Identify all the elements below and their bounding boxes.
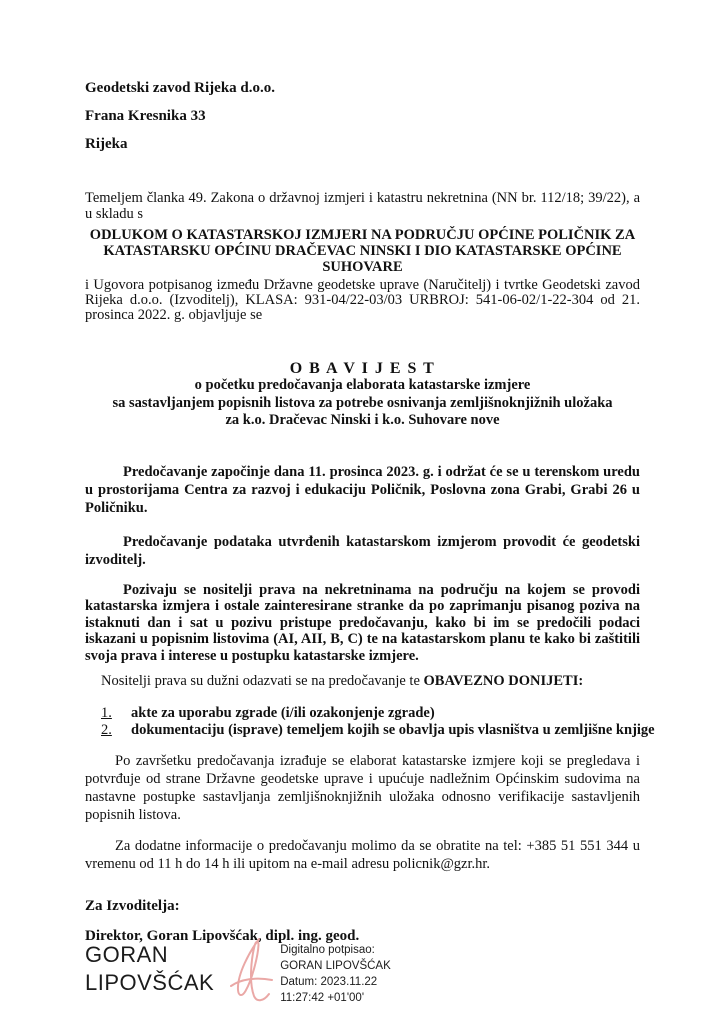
notice-title: O B A V I J E S T (289, 360, 436, 377)
notice-heading (85, 360, 640, 430)
paragraph-invitation: Pozivaju se nositelji prava na nekretninama na području na kojem se provodi katastarska izmjera i ostale zainteresirane stranke da po zaprimanju pisanog poziva na istaknuti dan i sat u pozivu pristupe predočavanju, kako bi im se predočili podaci iskazani u popisnim listovima (AI, AII, B, C) te na katastarskom planu te kako bi zaštitili svoja prava i interese u postupku katastarske izmjere. (85, 581, 640, 664)
paragraph-contact: Za dodatne informacije o predočavanju molimo da se obratite na tel: +385 51 551 344 u vremenu od 11 h do 14 h ili upitom na e-mail adresu policnik@gzr.hr. (85, 838, 640, 872)
signature-director-line: Direktor, Goran Lipovšćak, dipl. ing. geod. (85, 928, 360, 944)
notice-subtitle-line-1: o početku predočavanja elaborata katastarske izmjere (194, 377, 531, 393)
notice-subtitle-line-2: sa sastavljanjem popisnih listova za potrebe osnivanja zemljišnoknjižnih uložaka (112, 394, 613, 411)
digital-signature-details-line-2: GORAN LIPOVŠĆAK (280, 960, 391, 972)
list-item-text: akte za uporabu zgrade (i/ili ozakonjenje zgrade) (131, 705, 435, 721)
required-documents-list (101, 705, 655, 739)
list-item (101, 705, 640, 722)
sender-street: Frana Kresnika 33 (85, 108, 206, 124)
signature-flourish-icon (228, 936, 274, 1015)
paragraph-obligation (85, 673, 640, 689)
digital-signature-block (85, 936, 391, 1015)
sender-city: Rijeka (85, 136, 128, 152)
obligation-text: Nositelji prava su dužni odazvati se na predočavanje te (101, 673, 424, 689)
signature-for-contractor: Za Izvoditelja: (85, 898, 180, 914)
paragraph-start-date: Predočavanje započinje dana 11. prosinca 2023. g. i održat će se u terenskom uredu u prostorijama Centra za razvoj i edukaciju Poličnik, Poslovna zona Grabi, Grabi 26 u Poličniku. (85, 463, 640, 516)
digital-signature-details-line-4: 11:27:42 +01'00' (280, 992, 365, 1004)
digital-signature-name-line-1: GORAN (85, 942, 169, 967)
contract-paragraph: i Ugovora potpisanog između Državne geodetske uprave (Naručitelj) i tvrtke Geodetski zavod Rijeka d.o.o. (Izvoditelj), KLASA: 931-04/22-03/03 URBROJ: 541-06-02/1-22-304 od 21. prosinca 2022. g. objavljuje se (85, 277, 640, 323)
list-item-number: 1. (101, 705, 112, 721)
legal-intro-paragraph: Temeljem članka 49. Zakona o državnoj izmjeri i katastru nekretnina (NN br. 112/18; 39/22), a u skladu s (85, 190, 640, 222)
obligation-emphasis: OBAVEZNO DONIJETI: (423, 673, 584, 689)
paragraph-provider: Predočavanje podataka utvrđenih katastarskom izmjerom provodit će geodetski izvoditelj. (85, 533, 640, 568)
digital-signature-details (280, 936, 391, 1006)
list-item (101, 722, 655, 739)
sender-company: Geodetski zavod Rijeka d.o.o. (85, 80, 276, 96)
list-item-text: dokumentaciju (isprave) temeljem kojih se obavlja upis vlasništva u zemljišne knjige (131, 722, 655, 738)
decision-title: ODLUKOM O KATASTARSKOJ IZMJERI NA PODRUČJU OPĆINE POLIČNIK ZA KATASTARSKU OPĆINU DRAČEVAC NINSKI I DIO KATASTARSKE OPĆINE SUHOVARE (89, 227, 636, 275)
digital-signature-name (85, 936, 214, 997)
paragraph-completion: Po završetku predočavanja izrađuje se elaborat katastarske izmjere koji se pregledava i potvrđuje od strane Državne geodetske uprave i upućuje nadležnim Općinskim sudovima na nastavne postupke sastavljanja zemljišnoknjižnih uložaka odnosno verifikacije sastavljenih popisnih listova. (85, 753, 640, 823)
digital-signature-details-line-1: Digitalno potpisao: (280, 944, 375, 956)
notice-subtitle-line-3: za k.o. Dračevac Ninski i k.o. Suhovare nove (225, 412, 500, 428)
digital-signature-name-line-2: LIPOVŠĆAK (85, 970, 215, 995)
digital-signature-details-line-3: Datum: 2023.11.22 (280, 976, 378, 988)
list-item-number: 2. (101, 722, 112, 738)
